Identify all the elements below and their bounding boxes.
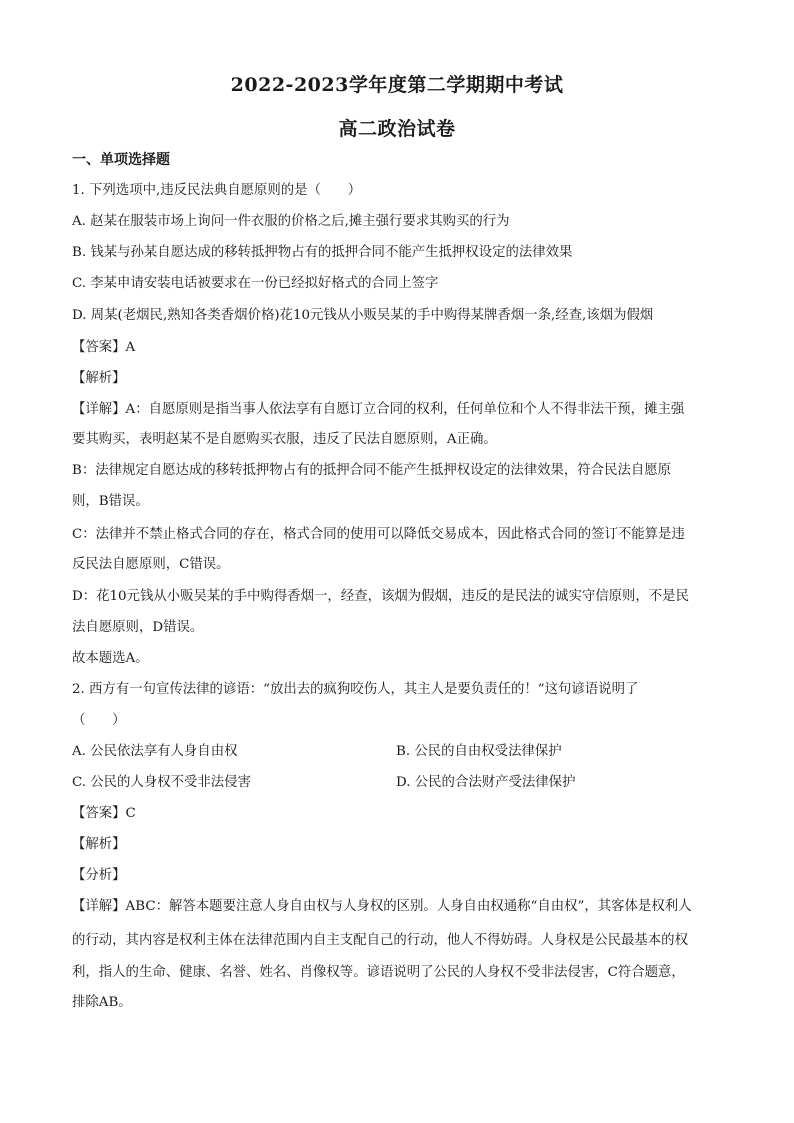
- q2-detail-line: 【详解】ABC：解答本题要注意人身自由权与人身权的区别。人身自由权通称“自由权”，其客体是权利人: [72, 899, 692, 914]
- q1-detail-line: 反民法自愿原则，C错误。: [72, 557, 230, 572]
- q1-option-c: C. 李某申请安装电话被要求在一份已经拟好格式的合同上签字: [72, 276, 439, 291]
- exam-title: 2022-2023学年度第二学期期中考试: [230, 74, 564, 96]
- q1-detail-line: 故本题选A。: [72, 651, 149, 666]
- q2-option-b: B. 公民的自由权受法律保护: [396, 744, 562, 759]
- section-heading: 一、单项选择题: [72, 152, 170, 168]
- q1-detail-line: 【详解】A：自愿原则是指当事人依法享有自愿订立合同的权利，任何单位和个人不得非法干预，摊主强: [72, 402, 685, 417]
- q1-detail-line: 则，B错误。: [72, 494, 149, 509]
- q2-detail-line: 的行动，其内容是权利主体在法律范围内自主支配自己的行动，他人不得妨碍。人身权是公民最基本的权: [72, 933, 688, 948]
- q1-stem: 1. 下列选项中,违反民法典自愿原则的是（ ）: [72, 183, 362, 198]
- q2-fenxi-label: 【分析】: [72, 868, 126, 883]
- q1-option-b: B. 钱某与孙某自愿达成的移转抵押物占有的抵押合同不能产生抵押权设定的法律效果: [72, 245, 573, 260]
- q1-option-d: D. 周某(老烟民,熟知各类香烟价格)花10元钱从小贩吴某的手中购得某牌香烟一条,经查,该烟为假烟: [72, 308, 654, 323]
- q1-detail-line: 要其购买，表明赵某不是自愿购买衣服，违反了民法自愿原则，A正确。: [72, 432, 497, 447]
- q1-detail-line: C：法律并不禁止格式合同的存在，格式合同的使用可以降低交易成本，因此格式合同的签订不能算是违: [72, 527, 685, 542]
- q2-stem-blank: （ ）: [72, 713, 126, 728]
- q1-detail-line: D：花10元钱从小贩吴某的手中购得香烟一，经查，该烟为假烟，违反的是民法的诚实守信原则，不是民: [72, 589, 689, 604]
- q2-option-d: D. 公民的合法财产受法律保护: [396, 775, 576, 790]
- q2-stem: 2. 西方有一句宣传法律的谚语：“放出去的疯狗咬伤人，其主人是要负责任的！”这句谚语说明了: [72, 682, 639, 697]
- q2-analysis-label: 【解析】: [72, 837, 126, 852]
- q2-detail-line: 排除AB。: [72, 995, 132, 1010]
- q2-answer: 【答案】C: [72, 806, 136, 821]
- q2-option-c: C. 公民的人身权不受非法侵害: [72, 775, 251, 790]
- exam-subtitle: 高二政治试卷: [338, 118, 456, 140]
- q1-detail-line: B：法律规定自愿达成的移转抵押物占有的抵押合同不能产生抵押权设定的法律效果，符合民法自愿原: [72, 463, 672, 478]
- q1-option-a: A. 赵某在服装市场上询问一件衣服的价格之后,摊主强行要求其购买的行为: [72, 214, 510, 229]
- q1-analysis-label: 【解析】: [72, 371, 126, 386]
- q2-detail-line: 利，指人的生命、健康、名誉、姓名、肖像权等。谚语说明了公民的人身权不受非法侵害，C符合题意，: [72, 965, 685, 980]
- q2-option-a: A. 公民依法享有人身自由权: [72, 744, 238, 759]
- q1-detail-line: 法自愿原则，D错误。: [72, 620, 204, 635]
- q1-answer: 【答案】A: [72, 340, 136, 355]
